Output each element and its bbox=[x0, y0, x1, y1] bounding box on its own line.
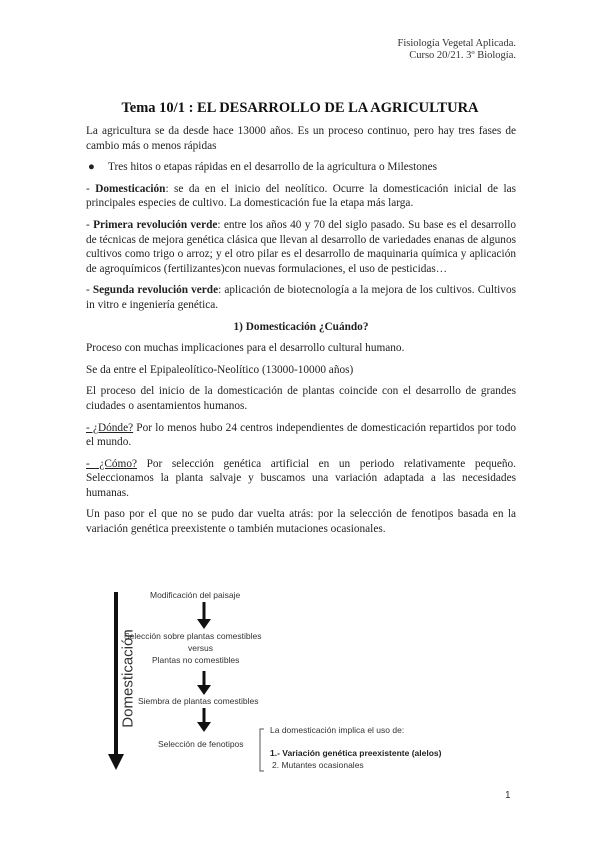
note-variacion-genetica: 1.- Variación genética preexistente (alelos) bbox=[270, 748, 442, 758]
page-number: 1 bbox=[505, 790, 511, 801]
intro-paragraph: La agricultura se da desde hace 13000 años. Es un proceso continuo, pero hay tres fases de cambio más o menos rápidas bbox=[86, 125, 516, 152]
document-body bbox=[86, 124, 516, 544]
step-seleccion-comestibles: Selección sobre plantas comestibles bbox=[124, 631, 262, 641]
segunda-revolucion-text: : aplicación de biotecnología a la mejora de los cultivos. Cultivos in vitro e ingeniería genética. bbox=[86, 284, 516, 311]
step-modificacion-paisaje: Modificación del paisaje bbox=[150, 590, 241, 600]
domesticacion-paragraph bbox=[86, 182, 516, 211]
paragraph-epipaleolitico: Se da entre el Epipaleolítico-Neolítico (13000-10000 años) bbox=[86, 363, 354, 376]
domesticacion-term: Domesticación bbox=[95, 182, 166, 195]
como-paragraph bbox=[86, 457, 516, 501]
dash: - bbox=[86, 218, 94, 231]
dash: - bbox=[86, 284, 93, 297]
como-question: - ¿Cómo? bbox=[86, 457, 138, 470]
paragraph-implicaciones: Proceso con muchas implicaciones para el desarrollo cultural humano. bbox=[86, 342, 405, 355]
document-title: Tema 10/1 : EL DESARROLLO DE LA AGRICULTURA bbox=[121, 100, 479, 116]
primera-revolucion-text: : entre los años 40 y 70 del siglo pasado. Su base es el desarrollo de técnicas de mejora genética clásica que llevan al desarrollo de variedades enanas de algunos cultivos como trigo o arroz; y el otro pilar es el desarrollo de maquinaria química y aplicación de agroquímicos (fertilizantes)con nuevas formulaciones, el uso de pesticidas… bbox=[86, 218, 517, 275]
dash: - bbox=[86, 182, 96, 195]
header-course-name: Fisiología Vegetal Aplicada. bbox=[397, 38, 516, 49]
vertical-label-domesticacion: Domesticación bbox=[119, 629, 137, 728]
step-seleccion-fenotipos: Selección de fenotipos bbox=[158, 739, 244, 749]
domesticacion-text: : se da en el inicio del neolítico. Ocurre la domesticación inicial de las principales especies de cultivo. La domesticación fue la etapa más larga. bbox=[86, 182, 516, 210]
step-versus: versus bbox=[188, 643, 214, 653]
como-text: Por selección genética artificial en un periodo relativamente pequeño. Seleccionamos la planta salvaje y buscamos una variación adaptada a las necesidades humanas. bbox=[86, 457, 517, 499]
bullet-dot-icon: ● bbox=[88, 161, 95, 174]
step-arrow-1-head bbox=[197, 619, 211, 629]
donde-question: - ¿Dónde? bbox=[86, 421, 134, 434]
donde-paragraph bbox=[86, 421, 516, 450]
note-bracket bbox=[260, 729, 264, 771]
segunda-revolucion-term: Segunda revolución verde bbox=[92, 284, 219, 297]
segunda-revolucion-paragraph bbox=[86, 283, 516, 312]
note-mutantes: 2. Mutantes ocasionales bbox=[272, 760, 364, 770]
header-course-year: Curso 20/21. 3º Biología. bbox=[409, 50, 516, 61]
page-header bbox=[398, 38, 517, 62]
step-arrow-3-head bbox=[197, 722, 211, 732]
primera-revolucion-term: Primera revolución verde bbox=[93, 218, 218, 231]
step-arrow-2-head bbox=[197, 685, 211, 695]
timeline-arrow-head bbox=[108, 754, 124, 770]
paragraph-ciudades: El proceso del inicio de la domesticación de plantas coincide con el desarrollo de grandes ciudades o asentamientos humanos. bbox=[86, 385, 516, 412]
step-siembra: Siembra de plantas comestibles bbox=[138, 696, 259, 706]
milestones-bullet bbox=[86, 160, 516, 175]
note-title: La domesticación implica el uso de: bbox=[270, 725, 405, 735]
primera-revolucion-paragraph bbox=[86, 218, 516, 276]
section-heading-domesticacion: 1) Domesticación ¿Cuándo? bbox=[233, 320, 369, 333]
domestication-diagram bbox=[86, 588, 516, 778]
step-no-comestibles: Plantas no comestibles bbox=[152, 655, 240, 665]
donde-text: Por lo menos hubo 24 centros independientes de domesticación repartidos por todo el mundo. bbox=[86, 421, 516, 449]
paragraph-vuelta-atras: Un paso por el que no se pudo dar vuelta atrás: por la selección de fenotipos basada en la variación genética preexistente o también mutaciones ocasionales. bbox=[86, 508, 516, 536]
bullet-text: Tres hitos o etapas rápidas en el desarrollo de la agricultura o Milestones bbox=[108, 161, 437, 174]
